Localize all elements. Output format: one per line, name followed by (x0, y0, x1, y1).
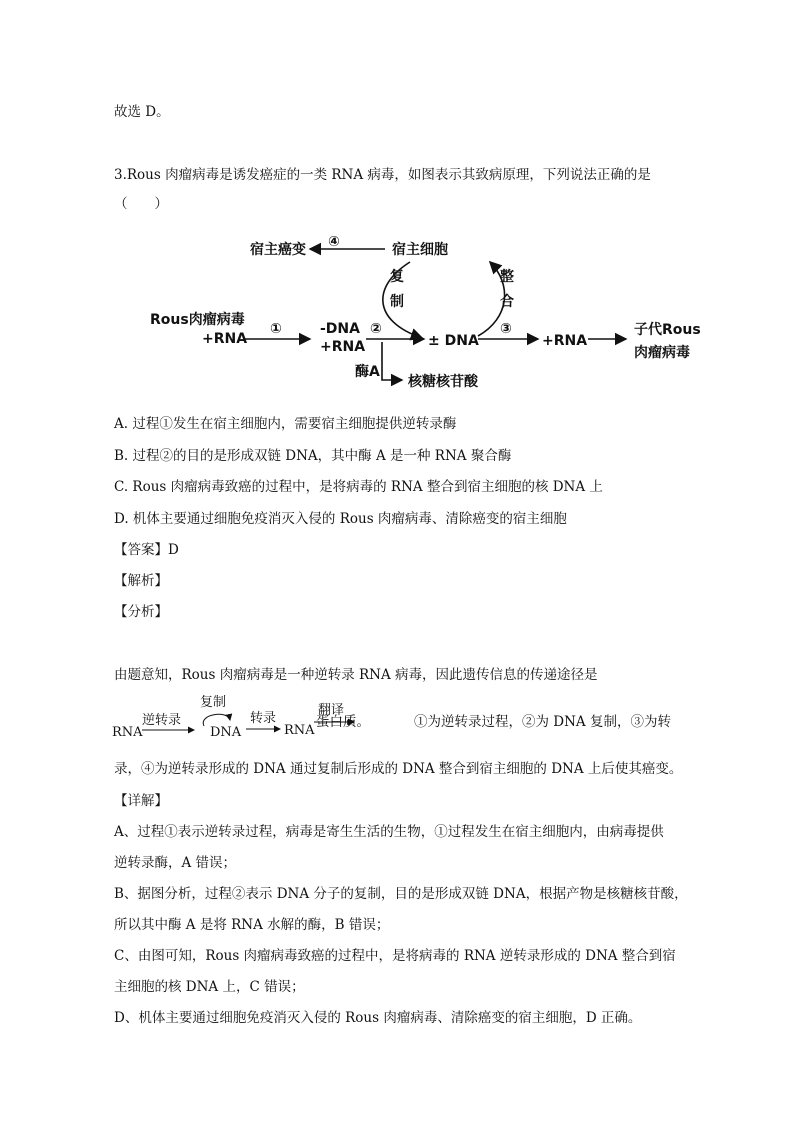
pathogenesis-diagram (110, 226, 710, 401)
flow-continuation: 录，④为逆转录形成的 DNA 通过复制后形成的 DNA 整合到宿主细胞的 DNA 上后使其癌变。 (114, 761, 683, 777)
detail-line-4: 所以其中酶 A 是将 RNA 水解的酶，B 错误； (114, 917, 390, 933)
question-stem: 3.Rous 肉瘤病毒是诱发癌症的一类 RNA 病毒，如图表示其致病原理，下列说法正确的是 (114, 167, 651, 183)
flow-protein: 蛋白质。 (316, 714, 370, 730)
analysis-sub-label: 【分析】 (114, 604, 168, 620)
flow-rt-label: 逆转录 (142, 713, 182, 728)
option-d: D. 机体主要通过细胞免疫消灭入侵的 Rous 肉瘤病毒、清除癌变的宿主细胞 (114, 511, 567, 527)
enzyme-label: 酶A (355, 364, 380, 380)
detail-line-5: C、由图可知，Rous 肉瘤病毒致癌的过程中，是将病毒的 RNA 逆转录形成的 DNA 整合到宿 (114, 948, 676, 964)
offspring-label-1: 子代Rous (634, 322, 701, 338)
integration-char1: 整 (500, 269, 514, 285)
flow-rep-label: 复制 (200, 695, 227, 710)
pm-dna-label: ± DNA (428, 333, 479, 349)
detail-line-1: A、过程①表示逆转录过程，病毒是寄生生活的生物，①过程发生在宿主细胞内，由病毒提供 (114, 824, 664, 840)
flow-rna2: RNA (284, 723, 315, 738)
answer-label: 【答案】 (114, 542, 168, 558)
detail-line-7: D、机体主要通过细胞免疫消灭入侵的 Rous 肉瘤病毒、清除癌变的宿主细胞，D 正确。 (114, 1010, 642, 1026)
detail-label: 【详解】 (114, 793, 168, 809)
detail-line-2: 逆转录酶，A 错误； (114, 855, 237, 871)
answer-value: D (168, 542, 179, 558)
flow-dna: DNA (210, 725, 242, 740)
offspring-label-2: 肉瘤病毒 (634, 345, 690, 361)
rous-virus-label: Rous肉瘤病毒 (150, 312, 245, 328)
enzyme-arrow (382, 342, 402, 380)
step4-label: ④ (328, 234, 340, 250)
integration-char2: 合 (500, 294, 514, 310)
replication-char2: 制 (390, 294, 404, 310)
host-cancer-label: 宿主癌变 (250, 242, 306, 258)
analysis-label: 【解析】 (114, 573, 168, 589)
virus-rna-label: +RNA (202, 331, 248, 347)
option-a: A. 过程①发生在宿主细胞内，需要宿主细胞提供逆转录酶 (114, 416, 457, 432)
intro-line: 故选 D。 (114, 104, 170, 120)
option-b: B. 过程②的目的是形成双链 DNA，其中酶 A 是一种 RNA 聚合酶 (114, 448, 512, 464)
flow-tx-label: 转录 (250, 711, 277, 726)
replication-char1: 复 (390, 269, 404, 285)
nucleotide-label: 核糖核苷酸 (408, 374, 478, 390)
step2-label: ② (370, 321, 382, 337)
question-bracket: （ ） (114, 196, 168, 212)
minus-dna-label: -DNA (320, 321, 360, 337)
flow-explanation: ①为逆转录过程，②为 DNA 复制，③为转 (414, 714, 671, 730)
detail-line-6: 主细胞的核 DNA 上，C 错误； (114, 979, 305, 995)
option-c: C. Rous 肉瘤病毒致癌的过程中，是将病毒的 RNA 整合到宿主细胞的核 DNA 上 (114, 479, 603, 495)
detail-line-3: B、据图分析，过程②表示 DNA 分子的复制，目的是形成双链 DNA，根据产物是核糖核苷酸， (114, 886, 688, 902)
flow-rna1: RNA (112, 725, 143, 740)
output-rna-label: +RNA (542, 333, 588, 349)
host-cell-label: 宿主细胞 (392, 242, 448, 258)
answer-line (114, 540, 179, 560)
step3-label: ③ (500, 321, 512, 337)
plus-rna-label: +RNA (320, 339, 366, 355)
flow-tl-label: 翻译 (318, 703, 345, 718)
analysis-text: 由题意知，Rous 肉瘤病毒是一种逆转录 RNA 病毒，因此遗传信息的传递途径是 (114, 667, 598, 683)
step1-label: ① (270, 321, 282, 337)
